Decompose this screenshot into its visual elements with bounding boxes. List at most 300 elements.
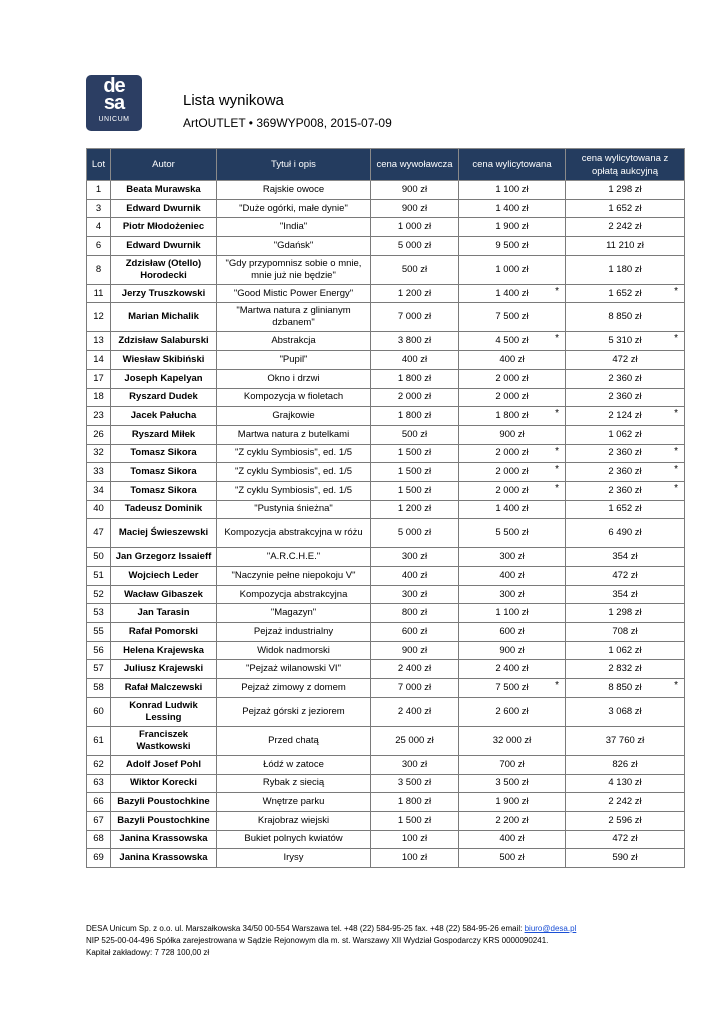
cell-lot: 63 [87,774,111,793]
cell-title: Przed chatą [217,726,371,755]
cell-hammer-price [459,444,566,463]
logo-line-2: sa [103,92,125,114]
cell-lot: 32 [87,444,111,463]
cell-price-with-fee [566,774,685,793]
cell-author: Bazyli Poustochkine [111,811,217,830]
footer [86,923,686,959]
cell-author: Wiktor Korecki [111,774,217,793]
cell-starting-price: 1 800 zł [371,793,459,812]
table-row [87,660,685,679]
hammer-price-value: 300 zł [499,588,525,600]
table-row [87,585,685,604]
cell-title: "Martwa natura z glinianym dzbanem" [217,303,371,332]
price-with-fee-value: 1 062 zł [608,644,642,656]
cell-price-with-fee [566,255,685,284]
cell-price-with-fee [566,849,685,868]
hammer-price-value: 7 500 zł [495,681,529,693]
cell-hammer-price [459,660,566,679]
cell-hammer-price [459,388,566,407]
cell-starting-price: 5 000 zł [371,237,459,256]
cell-title: Pejzaż zimowy z domem [217,679,371,698]
page-subtitle: ArtOUTLET • 369WYP008, 2015-07-09 [183,116,392,130]
cell-starting-price: 400 zł [371,351,459,370]
price-with-fee-value: 1 652 zł [608,202,642,214]
table-row [87,548,685,567]
cell-starting-price: 3 800 zł [371,332,459,351]
cell-lot: 60 [87,697,111,726]
cell-price-with-fee [566,623,685,642]
cell-title: Łódź w zatoce [217,755,371,774]
cell-price-with-fee [566,407,685,426]
hammer-price-value: 500 zł [499,852,525,864]
table-row [87,284,685,303]
table-row [87,774,685,793]
price-with-fee-value: 472 zł [612,833,638,845]
cell-hammer-price [459,369,566,388]
price-with-fee-asterisk: * [674,680,678,692]
hammer-price-asterisk: * [555,445,559,457]
hammer-price-value: 700 zł [499,758,525,770]
cell-price-with-fee [566,369,685,388]
cell-title: Kompozycja abstrakcyjna w różu [217,519,371,548]
footer-address: DESA Unicum Sp. z o.o. ul. Marszałkowska 34/50 00-554 Warszawa tel. +48 (22) 584-95-25 fax. +48 (22) 584-95-26 email: [86,924,525,933]
hammer-price-value: 9 500 zł [495,239,529,251]
page-title: Lista wynikowa [183,92,284,109]
cell-hammer-price [459,811,566,830]
hammer-price-value: 1 400 zł [495,287,529,299]
hammer-price-value: 1 400 zł [495,503,529,515]
hammer-price-value: 300 zł [499,551,525,563]
table-row [87,830,685,849]
cell-author: Helena Krajewska [111,641,217,660]
cell-lot: 50 [87,548,111,567]
hammer-price-value: 2 000 zł [495,447,529,459]
cell-author: Tadeusz Dominik [111,500,217,519]
hammer-price-asterisk: * [555,680,559,692]
cell-author: Rafał Pomorski [111,623,217,642]
cell-title: Rajskie owoce [217,181,371,200]
cell-price-with-fee [566,425,685,444]
table-row [87,255,685,284]
cell-hammer-price [459,351,566,370]
cell-price-with-fee [566,181,685,200]
cell-starting-price: 1 500 zł [371,481,459,500]
hammer-price-value: 1 900 zł [495,796,529,808]
price-with-fee-value: 8 850 zł [608,311,642,323]
cell-author: Rafał Malczewski [111,679,217,698]
cell-starting-price: 2 000 zł [371,388,459,407]
cell-starting-price: 600 zł [371,623,459,642]
cell-hammer-price [459,585,566,604]
column-header-lot: Lot [87,149,111,181]
cell-hammer-price [459,679,566,698]
cell-hammer-price [459,284,566,303]
table-row [87,519,685,548]
cell-lot: 62 [87,755,111,774]
hammer-price-value: 5 500 zł [495,527,529,539]
cell-starting-price: 2 400 zł [371,660,459,679]
cell-title: "Naczynie pełne niepokoju V" [217,567,371,586]
cell-author: Janina Krassowska [111,849,217,868]
hammer-price-value: 2 000 zł [495,484,529,496]
cell-lot: 58 [87,679,111,698]
table-row [87,623,685,642]
cell-author: Tomasz Sikora [111,481,217,500]
cell-author: Wacław Gibaszek [111,585,217,604]
price-with-fee-value: 4 130 zł [608,777,642,789]
cell-price-with-fee [566,388,685,407]
cell-title: "Gdańsk" [217,237,371,256]
cell-author: Ryszard Dudek [111,388,217,407]
cell-price-with-fee [566,444,685,463]
cell-title: "Pupil" [217,351,371,370]
table-row [87,199,685,218]
cell-hammer-price [459,199,566,218]
hammer-price-value: 400 zł [499,569,525,581]
cell-title: Abstrakcja [217,332,371,351]
price-with-fee-value: 472 zł [612,353,638,365]
price-with-fee-value: 1 062 zł [608,428,642,440]
price-with-fee-value: 8 850 zł [608,681,642,693]
price-with-fee-value: 708 zł [612,625,638,637]
price-with-fee-value: 2 360 zł [608,484,642,496]
hammer-price-value: 900 zł [499,644,525,656]
cell-author: Konrad Ludwik Lessing [111,697,217,726]
cell-price-with-fee [566,284,685,303]
cell-price-with-fee [566,641,685,660]
cell-title: "Good Mistic Power Energy" [217,284,371,303]
cell-price-with-fee [566,351,685,370]
cell-starting-price: 1 000 zł [371,218,459,237]
cell-starting-price: 1 200 zł [371,284,459,303]
cell-starting-price: 1 800 zł [371,369,459,388]
cell-lot: 61 [87,726,111,755]
cell-author: Edward Dwurnik [111,237,217,256]
hammer-price-value: 400 zł [499,833,525,845]
cell-price-with-fee [566,830,685,849]
cell-price-with-fee [566,548,685,567]
cell-lot: 55 [87,623,111,642]
price-with-fee-asterisk: * [674,445,678,457]
cell-title: "A.R.C.H.E." [217,548,371,567]
cell-starting-price: 900 zł [371,181,459,200]
cell-author: Marian Michalik [111,303,217,332]
price-with-fee-value: 2 242 zł [608,796,642,808]
cell-author: Maciej Świeszewski [111,519,217,548]
cell-starting-price: 7 000 zł [371,303,459,332]
cell-starting-price: 300 zł [371,755,459,774]
cell-author: Tomasz Sikora [111,444,217,463]
cell-lot: 33 [87,463,111,482]
price-with-fee-value: 2 242 zł [608,221,642,233]
cell-lot: 8 [87,255,111,284]
table-row [87,811,685,830]
price-with-fee-asterisk: * [674,408,678,420]
price-with-fee-value: 2 124 zł [608,410,642,422]
price-with-fee-value: 6 490 zł [608,527,642,539]
results-table-body [87,181,685,868]
cell-hammer-price [459,181,566,200]
cell-author: Jan Tarasin [111,604,217,623]
price-with-fee-value: 354 zł [612,551,638,563]
cell-starting-price: 5 000 zł [371,519,459,548]
cell-price-with-fee [566,463,685,482]
table-row [87,407,685,426]
cell-lot: 26 [87,425,111,444]
price-with-fee-value: 2 596 zł [608,814,642,826]
column-header-price-with-fee: cena wylicytowana z opłatą aukcyjną [566,149,685,181]
cell-title: Pejzaż górski z jeziorem [217,697,371,726]
table-row [87,481,685,500]
cell-hammer-price [459,519,566,548]
cell-starting-price: 2 400 zł [371,697,459,726]
cell-lot: 23 [87,407,111,426]
cell-title: Martwa natura z butelkami [217,425,371,444]
price-with-fee-value: 2 360 zł [608,447,642,459]
desa-unicum-logo [86,75,142,131]
column-header-hammer-price: cena wylicytowana [459,149,566,181]
cell-lot: 68 [87,830,111,849]
cell-price-with-fee [566,218,685,237]
cell-lot: 67 [87,811,111,830]
table-row [87,303,685,332]
cell-price-with-fee [566,519,685,548]
table-row [87,237,685,256]
cell-title: "Z cyklu Symbiosis", ed. 1/5 [217,481,371,500]
footer-line-1 [86,923,686,935]
table-row [87,332,685,351]
hammer-price-value: 1 900 zł [495,221,529,233]
cell-hammer-price [459,332,566,351]
cell-hammer-price [459,548,566,567]
cell-hammer-price [459,697,566,726]
price-with-fee-value: 2 360 zł [608,372,642,384]
cell-author: Beata Murawska [111,181,217,200]
table-row [87,726,685,755]
hammer-price-value: 2 000 zł [495,466,529,478]
cell-title: "Duże ogórki, małe dynie" [217,199,371,218]
cell-starting-price: 500 zł [371,425,459,444]
hammer-price-asterisk: * [555,285,559,297]
cell-starting-price: 100 zł [371,849,459,868]
cell-title: Pejzaż industrialny [217,623,371,642]
price-with-fee-value: 2 360 zł [608,391,642,403]
cell-title: "Magazyn" [217,604,371,623]
cell-price-with-fee [566,604,685,623]
cell-lot: 18 [87,388,111,407]
table-row [87,604,685,623]
cell-hammer-price [459,774,566,793]
cell-starting-price: 800 zł [371,604,459,623]
footer-line-2: NIP 525-00-04-496 Spółka zarejestrowana w Sądzie Rejonowym dla m. st. Warszawy XII Wydział Gospodarczy KRS 0000090241. [86,936,549,945]
cell-author: Zdzisław Salaburski [111,332,217,351]
cell-author: Wojciech Leder [111,567,217,586]
cell-author: Bazyli Poustochkine [111,793,217,812]
cell-author: Piotr Młodożeniec [111,218,217,237]
cell-author: Juliusz Krajewski [111,660,217,679]
cell-title: Rybak z siecią [217,774,371,793]
table-row [87,679,685,698]
cell-lot: 13 [87,332,111,351]
hammer-price-value: 3 500 zł [495,777,529,789]
footer-email-link[interactable]: biuro@desa.pl [524,924,577,933]
logo-line-1: de [103,75,125,97]
cell-starting-price: 1 500 zł [371,444,459,463]
cell-title: Grajkowie [217,407,371,426]
cell-hammer-price [459,755,566,774]
cell-starting-price: 1 500 zł [371,463,459,482]
cell-price-with-fee [566,726,685,755]
cell-lot: 12 [87,303,111,332]
table-row [87,641,685,660]
cell-lot: 17 [87,369,111,388]
hammer-price-value: 1 800 zł [495,410,529,422]
cell-hammer-price [459,481,566,500]
cell-title: "India" [217,218,371,237]
cell-price-with-fee [566,697,685,726]
price-with-fee-value: 1 298 zł [608,183,642,195]
price-with-fee-value: 1 298 zł [608,607,642,619]
cell-lot: 56 [87,641,111,660]
hammer-price-value: 400 zł [499,353,525,365]
cell-lot: 11 [87,284,111,303]
cell-hammer-price [459,604,566,623]
cell-title: Krajobraz wiejski [217,811,371,830]
hammer-price-value: 2 200 zł [495,814,529,826]
price-with-fee-asterisk: * [674,333,678,345]
cell-title: Kompozycja abstrakcyjna [217,585,371,604]
cell-author: Zdzisław (Otello) Horodecki [111,255,217,284]
cell-lot: 53 [87,604,111,623]
cell-title: Okno i drzwi [217,369,371,388]
cell-hammer-price [459,641,566,660]
logo-line-3: UNICUM [98,116,130,123]
cell-lot: 14 [87,351,111,370]
hammer-price-value: 1 400 zł [495,202,529,214]
price-with-fee-asterisk: * [674,464,678,476]
cell-author: Edward Dwurnik [111,199,217,218]
table-row [87,755,685,774]
cell-lot: 51 [87,567,111,586]
price-with-fee-value: 826 zł [612,758,638,770]
hammer-price-value: 2 600 zł [495,705,529,717]
cell-title: Bukiet polnych kwiatów [217,830,371,849]
cell-starting-price: 100 zł [371,830,459,849]
cell-starting-price: 300 zł [371,585,459,604]
cell-hammer-price [459,407,566,426]
cell-starting-price: 400 zł [371,567,459,586]
price-with-fee-value: 2 832 zł [608,663,642,675]
cell-starting-price: 1 500 zł [371,811,459,830]
hammer-price-value: 7 500 zł [495,311,529,323]
cell-hammer-price [459,218,566,237]
cell-hammer-price [459,500,566,519]
cell-price-with-fee [566,811,685,830]
column-header-author: Autor [111,149,217,181]
cell-lot: 6 [87,237,111,256]
cell-author: Jerzy Truszkowski [111,284,217,303]
table-row [87,463,685,482]
hammer-price-asterisk: * [555,464,559,476]
hammer-price-asterisk: * [555,482,559,494]
cell-starting-price: 3 500 zł [371,774,459,793]
results-table [86,148,685,868]
cell-starting-price: 900 zł [371,199,459,218]
hammer-price-value: 1 100 zł [495,607,529,619]
table-row [87,444,685,463]
cell-price-with-fee [566,303,685,332]
price-with-fee-value: 472 zł [612,569,638,581]
price-with-fee-value: 11 210 zł [606,239,644,251]
footer-line-3: Kapitał zakładowy: 7 728 100,00 zł [86,948,210,957]
cell-author: Adolf Josef Pohl [111,755,217,774]
price-with-fee-asterisk: * [674,482,678,494]
cell-hammer-price [459,463,566,482]
cell-starting-price: 300 zł [371,548,459,567]
cell-starting-price: 1 200 zł [371,500,459,519]
price-with-fee-value: 5 310 zł [608,335,642,347]
cell-hammer-price [459,303,566,332]
cell-hammer-price [459,237,566,256]
cell-lot: 47 [87,519,111,548]
cell-lot: 3 [87,199,111,218]
cell-title: Widok nadmorski [217,641,371,660]
cell-lot: 69 [87,849,111,868]
cell-author: Franciszek Wastkowski [111,726,217,755]
cell-starting-price: 7 000 zł [371,679,459,698]
cell-author: Jan Grzegorz Issaieff [111,548,217,567]
cell-author: Joseph Kapelyan [111,369,217,388]
cell-price-with-fee [566,793,685,812]
table-row [87,369,685,388]
cell-price-with-fee [566,679,685,698]
table-row [87,388,685,407]
cell-hammer-price [459,567,566,586]
cell-title: "Gdy przypomnisz sobie o mnie, mnie już nie będzie" [217,255,371,284]
cell-price-with-fee [566,199,685,218]
cell-hammer-price [459,623,566,642]
cell-price-with-fee [566,585,685,604]
hammer-price-value: 2 000 zł [495,391,529,403]
cell-hammer-price [459,793,566,812]
cell-hammer-price [459,726,566,755]
cell-title: "Pejzaż wilanowski VI" [217,660,371,679]
column-header-starting-price: cena wywoławcza [371,149,459,181]
price-with-fee-value: 354 zł [612,588,638,600]
table-row [87,425,685,444]
cell-price-with-fee [566,237,685,256]
price-with-fee-value: 37 760 zł [605,734,645,746]
table-row [87,697,685,726]
cell-price-with-fee [566,500,685,519]
cell-hammer-price [459,830,566,849]
table-row [87,351,685,370]
hammer-price-value: 32 000 zł [492,734,532,746]
price-with-fee-value: 2 360 zł [608,466,642,478]
cell-title: Kompozycja w fioletach [217,388,371,407]
cell-price-with-fee [566,567,685,586]
cell-title: "Z cyklu Symbiosis", ed. 1/5 [217,444,371,463]
cell-lot: 40 [87,500,111,519]
cell-lot: 4 [87,218,111,237]
hammer-price-value: 2 400 zł [495,663,529,675]
cell-author: Ryszard Miłek [111,425,217,444]
cell-author: Janina Krassowska [111,830,217,849]
cell-hammer-price [459,255,566,284]
table-row [87,181,685,200]
table-row [87,567,685,586]
cell-lot: 66 [87,793,111,812]
